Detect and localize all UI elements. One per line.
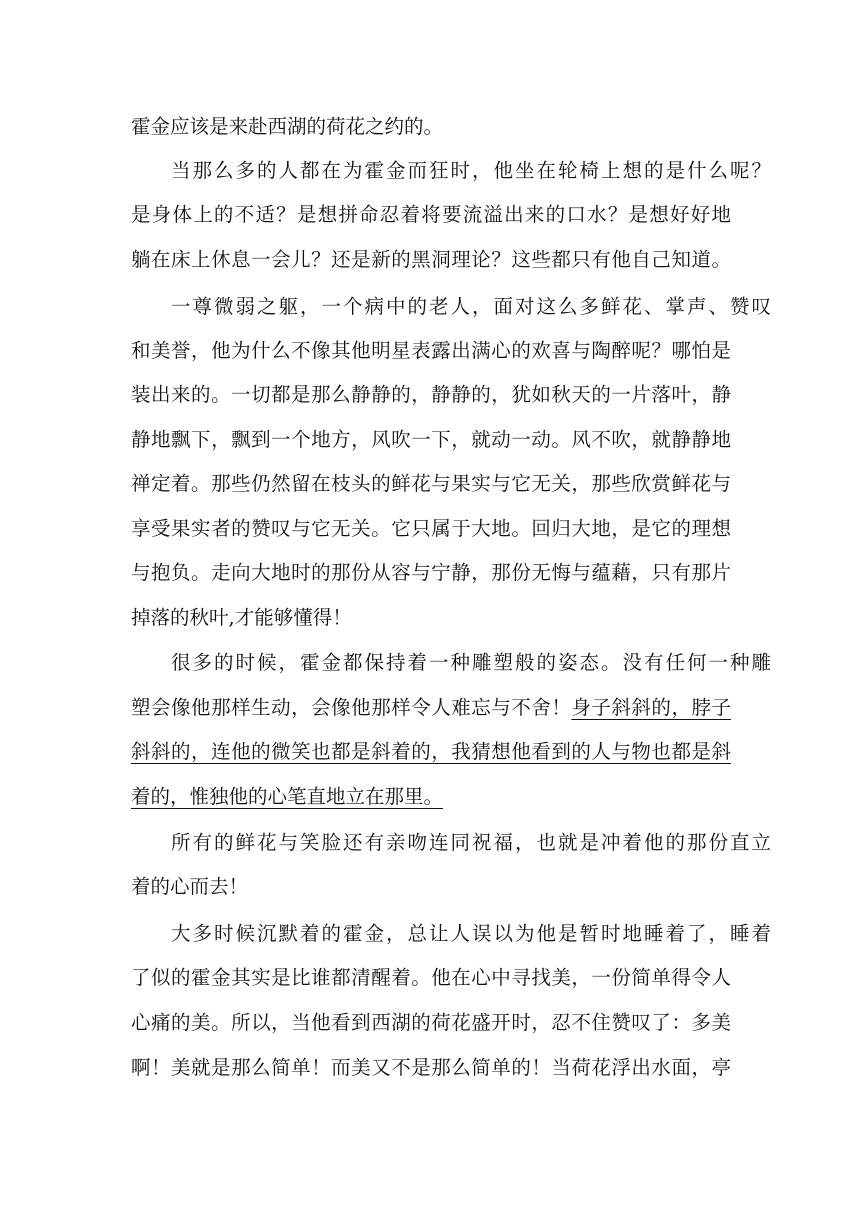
- text-line: [131, 688, 731, 728]
- text-run: 静地飘下，飘到一个地方，风吹一下，就动一动。风不吹，就静静地: [131, 428, 731, 451]
- text-line: [131, 643, 771, 683]
- text-run: 享受果实者的赞叹与它无关。它只属于大地。回归大地，是它的理想: [131, 517, 731, 540]
- text-line: [131, 598, 731, 638]
- text-line: [131, 1003, 731, 1043]
- text-run: 一尊微弱之躯，一个病中的老人，面对这么多鲜花、掌声、赞叹: [171, 295, 771, 318]
- underlined-text-run: 着的，惟独他的心笔直地立在那里。: [131, 785, 444, 808]
- text-line: [131, 958, 731, 998]
- text-line: [131, 151, 771, 191]
- text-line: [131, 107, 731, 147]
- text-run: 心痛的美。所以，当他看到西湖的荷花盛开时，忍不住赞叹了：多美: [131, 1011, 731, 1034]
- text-line: [131, 823, 771, 863]
- text-line: [131, 777, 731, 817]
- text-run: 与抱负。走向大地时的那份从容与宁静，那份无悔与蕴藉，只有那片: [131, 561, 731, 584]
- text-run: 装出来的。一切都是那么静静的，静静的，犹如秋天的一片落叶，静: [131, 383, 731, 406]
- text-line: [131, 1048, 731, 1088]
- text-run: 啊！美就是那么简单！而美又不是那么简单的！当荷花浮出水面，亭: [131, 1056, 731, 1079]
- text-run: 了似的霍金其实是比谁都清醒着。他在心中寻找美，一份简单得令人: [131, 966, 731, 989]
- text-line: [131, 509, 731, 549]
- text-run: 着的心而去！: [131, 875, 249, 898]
- text-run: 很多的时候，霍金都保持着一种雕塑般的姿态。没有任何一种雕: [171, 651, 771, 674]
- text-run: 塑会像他那样生动，会像他那样令人难忘与不舍！: [131, 696, 572, 719]
- text-run: 大多时候沉默着的霍金，总让人误以为他是暂时地睡着了，睡着: [171, 922, 771, 945]
- underlined-text-run: 身子斜斜的，脖子: [571, 696, 731, 719]
- underlined-text-run: 斜斜的，连他的微笑也都是斜着的，我猜想他看到的人与物也都是斜: [131, 740, 731, 763]
- text-line: [131, 195, 731, 235]
- text-line: [131, 867, 731, 907]
- text-run: 当那么多的人都在为霍金而狂时，他坐在轮椅上想的是什么呢？: [171, 159, 771, 182]
- text-line: [131, 464, 731, 504]
- text-line: [131, 287, 771, 327]
- text-line: [131, 375, 731, 415]
- text-run: 霍金应该是来赴西湖的荷花之约的。: [131, 115, 444, 138]
- text-run: 禅定着。那些仍然留在枝头的鲜花与果实与它无关，那些欣赏鲜花与: [131, 472, 731, 495]
- text-run: 和美誉，他为什么不像其他明星表露出满心的欢喜与陶醉呢？哪怕是: [131, 339, 731, 362]
- text-line: [131, 553, 731, 593]
- text-line: [131, 914, 771, 954]
- text-line: [131, 331, 731, 371]
- text-line: [131, 240, 731, 280]
- text-run: 掉落的秋叶,才能够懂得！: [131, 606, 352, 629]
- text-run: 躺在床上休息一会儿？还是新的黑洞理论？这些都只有他自己知道。: [131, 248, 731, 271]
- text-line: [131, 732, 731, 772]
- text-line: [131, 420, 731, 460]
- text-run: 是身体上的不适？是想拼命忍着将要流溢出来的口水？是想好好地: [131, 203, 731, 226]
- text-run: 所有的鲜花与笑脸还有亲吻连同祝福，也就是冲着他的那份直立: [171, 831, 771, 854]
